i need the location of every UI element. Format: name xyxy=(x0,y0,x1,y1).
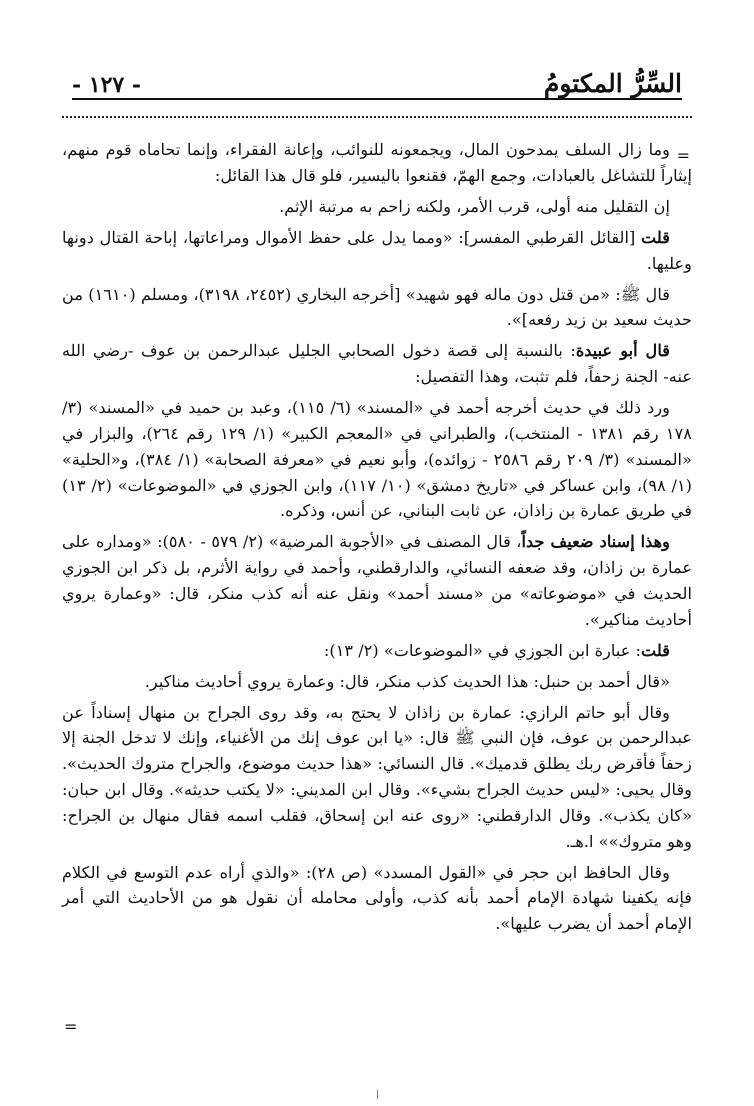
paragraph: وما زال السلف يمدحون المال، ويجمعونه للنوائب، وإعانة الفقراء، وإنما تحاماه قوم منهم، إيثاراً للتشاغل بالعبادات، وجمع الهمّ، فقنعوا باليسير، فلو قال هذا القائل: xyxy=(62,140,692,185)
paragraph-lead: وهذا إسناد ضعيف جداً xyxy=(521,532,670,552)
dotted-separator xyxy=(62,116,692,118)
paragraph-text: : عبارة ابن الجوزي في «الموضوعات» (٢/ ١٣): xyxy=(323,640,641,660)
continuation-mark-bottom: = xyxy=(64,1017,78,1036)
paragraph: قال ﷺ: «من قتل دون ماله فهو شهيد» [أخرجه البخاري (٢٤٥٢، ٣١٩٨)، ومسلم (١٦١٠) من حديث سعيد بن زيد رفعه]». xyxy=(62,284,692,330)
page-foot-mark xyxy=(377,1090,378,1099)
header-rule xyxy=(72,98,682,100)
running-title: السِّرُّ المكتومُ xyxy=(543,69,682,98)
continuation-mark-top: = xyxy=(676,146,690,165)
paragraph xyxy=(62,225,692,277)
paragraph: «قال أحمد بن حنبل: هذا الحديث كذب منكر، قال: وعمارة يروي أحاديث مناكير. xyxy=(144,671,670,691)
paragraph-text: ، قال المصنف في «الأجوبة المرضية» (٢/ ٥٧٩ - ٥٨٠): «ومداره على عمارة بن زاذان، وقد ضعفه النسائي، والدارقطني، وأحمد في رواية الأثرم، بل ذكر ابن الجوزي الحديث في «موضوعاته» من «مسند أحمد» ونقل عنه أنه كذب منكر، قال: «وعمارة يروي أحاديث مناكير». xyxy=(62,532,692,629)
paragraph: ورد ذلك في حديث أخرجه أحمد في «المسند» (٦/ ١١٥)، وعبد بن حميد في «المسند» (٣/ ١٧٨ رقم ١٣٨١ - المنتخب)، والطبراني في «المعجم الكبير» (١/ ١٢٩ رقم ٢٦٤)، والبزار في «المسند» (٣/ ٢٠٩ رقم ٢٥٨٦ - زوائده)، وأبو نعيم في «معرفة الصحابة» (١/ ٣٨٤)، و«الحلية» (١/ ٩٨)، وابن عساكر في «تاريخ دمشق» (١٠/ ١١٧)، وابن الجوزي في «الموضوعات» (٢/ ١٣) في طريق عمارة بن زاذان، عن ثابت البناني، عن أنس، وذكره. xyxy=(62,398,692,521)
paragraph: وقال أبو حاتم الرازي: عمارة بن زاذان لا يحتج به، وقد روى الجراح بن منهال إسناداً عن عبدالرحمن بن عوف، فإن النبي ﷺ قال: «يا ابن عوف إنك من الأغنياء، وإنك لا تدخل الجنة إلا زحفاً فأقرض ربك يطلق قدميك». قال النسائي: «هذا حديث موضوع، والجراح متروك الحديث». وقال يحيى: «ليس حديث الجراح بشيء». وقال ابن المديني: «لا يكتب حديثه». وقال ابن حبان: «كان يكذب». وقال الدارقطني: «روى عنه ابن إسحاق، فقلب اسمه فقال منهال بن الجراح: وهو متروك»» ا.هـ. xyxy=(62,702,692,851)
paragraph xyxy=(62,338,692,390)
paragraph-lead: قال أبو عبيدة xyxy=(575,341,670,361)
paragraph xyxy=(62,638,692,664)
page-header xyxy=(72,58,682,98)
paragraph-text: : بالنسبة إلى قصة دخول الصحابي الجليل عبدالرحمن بن عوف -رضي الله عنه- الجنة زحفاً، فلم تثبت، وهذا التفصيل: xyxy=(62,341,692,387)
paragraph-text: [القائل القرطبي المفسر]: «ومما يدل على حفظ الأموال ومراعاتها، إباحة القتال دونها وعليها. xyxy=(62,227,692,273)
paragraph-lead: قلت xyxy=(641,640,670,660)
paragraph-lead: قلت xyxy=(641,227,670,247)
page-number: - ١٢٧ - xyxy=(72,72,142,98)
paragraph: إن التقليل منه أولى، قرب الأمر، ولكنه زاحم به مرتبة الإثم. xyxy=(279,196,670,216)
page-body xyxy=(62,137,692,942)
paragraph: وقال الحافظ ابن حجر في «القول المسدد» (ص ٢٨): «والذي أراه عدم التوسع في الكلام فإنه يكفينا شهادة الإمام أحمد بأنه كذب، وأولى محامله أن نقول هو من الأحاديث التي أمر الإمام أحمد أن يضرب عليها». xyxy=(62,862,692,934)
paragraph xyxy=(62,529,692,632)
